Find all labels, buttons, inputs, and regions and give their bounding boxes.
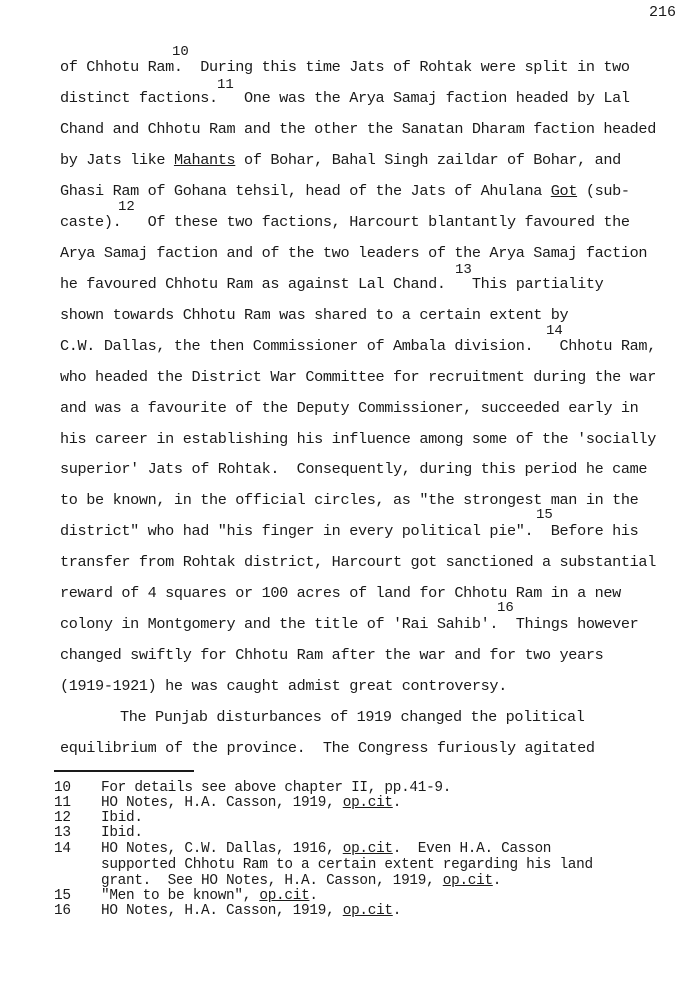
citation-abbrev: op.cit <box>342 903 393 919</box>
text-span: (sub- <box>577 182 630 200</box>
citation-abbrev: op.cit <box>342 795 393 811</box>
underlined-term: Got <box>550 182 578 200</box>
footnote-text: . <box>392 795 402 811</box>
footnote-text: HO Notes, C.W. Dallas, 1916, <box>101 841 343 857</box>
citation-abbrev: op.cit <box>259 888 310 904</box>
footnote-divider <box>54 770 194 772</box>
footnote-text: "Men to be known", <box>101 888 260 904</box>
text-line: colony in Montgomery and the title of 'Rai Sahib'. Things however <box>60 615 639 633</box>
footnote-text: grant. See HO Notes, H.A. Casson, 1919, <box>101 873 443 889</box>
text-line: district" who had "his finger in every political pie". Before his <box>60 522 639 540</box>
citation-abbrev: op.cit <box>342 841 393 857</box>
footnote-ref-10[interactable]: 10 <box>172 44 189 60</box>
footnote-ref-16[interactable]: 16 <box>497 600 514 616</box>
citation-abbrev: op.cit <box>442 873 493 889</box>
footnote-number: 16 <box>54 903 71 919</box>
text-line: (1919-1921) he was caught admist great controversy. <box>60 677 507 695</box>
text-line: caste). Of these two factions, Harcourt blantantly favoured the <box>60 213 630 231</box>
footnote-text: For details see above chapter II, pp.41-9. <box>101 780 452 796</box>
text-line: equilibrium of the province. The Congress furiously agitated <box>60 739 595 757</box>
text-line: changed swiftly for Chhotu Ram after the war and for two years <box>60 646 604 664</box>
footnote-text: . <box>309 888 318 904</box>
footnote-number: 14 <box>54 841 71 857</box>
text-span: by Jats like <box>60 151 174 169</box>
footnote-12 <box>54 811 143 826</box>
text-line: he favoured Chhotu Ram as against Lal Chand. This partiality <box>60 275 604 293</box>
footnote-14-cont <box>101 873 501 889</box>
footnote-text: . <box>492 873 502 889</box>
footnote-number: 13 <box>54 825 71 841</box>
footnote-ref-11[interactable]: 11 <box>217 77 234 93</box>
footnote-13 <box>54 826 143 841</box>
footnote-10 <box>54 781 451 796</box>
text-span: Ghasi Ram of Gohana tehsil, head of the Jats of Ahulana <box>60 182 551 200</box>
text-line: C.W. Dallas, the then Commissioner of Ambala division. Chhotu Ram, <box>60 337 656 355</box>
footnote-text: HO Notes, H.A. Casson, 1919, <box>101 903 343 919</box>
text-line: who headed the District War Committee for recruitment during the war <box>60 368 656 386</box>
footnote-16 <box>54 904 401 919</box>
footnote-11 <box>54 796 401 811</box>
text-line: Chand and Chhotu Ram and the other the Sanatan Dharam faction headed <box>60 120 656 138</box>
footnote-number: 11 <box>54 795 71 811</box>
text-line: The Punjab disturbances of 1919 changed the political <box>120 708 585 726</box>
footnote-15 <box>54 889 318 904</box>
text-line <box>60 182 630 200</box>
text-line: to be known, in the official circles, as "the strongest man in the <box>60 491 639 509</box>
footnote-number: 12 <box>54 810 71 826</box>
text-span: of Bohar, Bahal Singh zaildar of Bohar, and <box>235 151 621 169</box>
page-number: 216 <box>648 4 676 21</box>
footnote-number: 10 <box>54 780 71 796</box>
footnote-number: 15 <box>54 888 71 904</box>
text-line: of Chhotu Ram. During this time Jats of Rohtak were split in two <box>60 58 630 76</box>
underlined-term: Mahants <box>173 151 236 169</box>
footnote-14 <box>54 842 551 857</box>
text-line: transfer from Rohtak district, Harcourt got sanctioned a substantial <box>60 553 656 571</box>
text-line: and was a favourite of the Deputy Commissioner, succeeded early in <box>60 399 639 417</box>
footnote-text: Ibid. <box>101 810 143 826</box>
text-line: reward of 4 squares or 100 acres of land for Chhotu Ram in a new <box>60 584 621 602</box>
text-line: shown towards Chhotu Ram was shared to a certain extent by <box>60 306 569 324</box>
footnote-ref-15[interactable]: 15 <box>536 507 553 523</box>
text-line: distinct factions. One was the Arya Samaj faction headed by Lal <box>60 89 630 107</box>
footnote-ref-12[interactable]: 12 <box>118 199 135 215</box>
text-line: Arya Samaj faction and of the two leaders of the Arya Samaj faction <box>60 244 648 262</box>
footnote-text: . <box>392 903 402 919</box>
text-line: superior' Jats of Rohtak. Consequently, during this period he came <box>60 460 648 478</box>
footnote-ref-13[interactable]: 13 <box>455 262 472 278</box>
footnote-text: . Even H.A. Casson <box>392 841 552 857</box>
footnote-ref-14[interactable]: 14 <box>546 323 563 339</box>
footnote-text: Ibid. <box>101 825 143 841</box>
text-line <box>60 151 621 169</box>
footnote-14-cont: supported Chhotu Ram to a certain extent regarding his land <box>101 857 593 873</box>
footnote-text: HO Notes, H.A. Casson, 1919, <box>101 795 343 811</box>
text-line: his career in establishing his influence among some of the 'socially <box>60 430 656 448</box>
